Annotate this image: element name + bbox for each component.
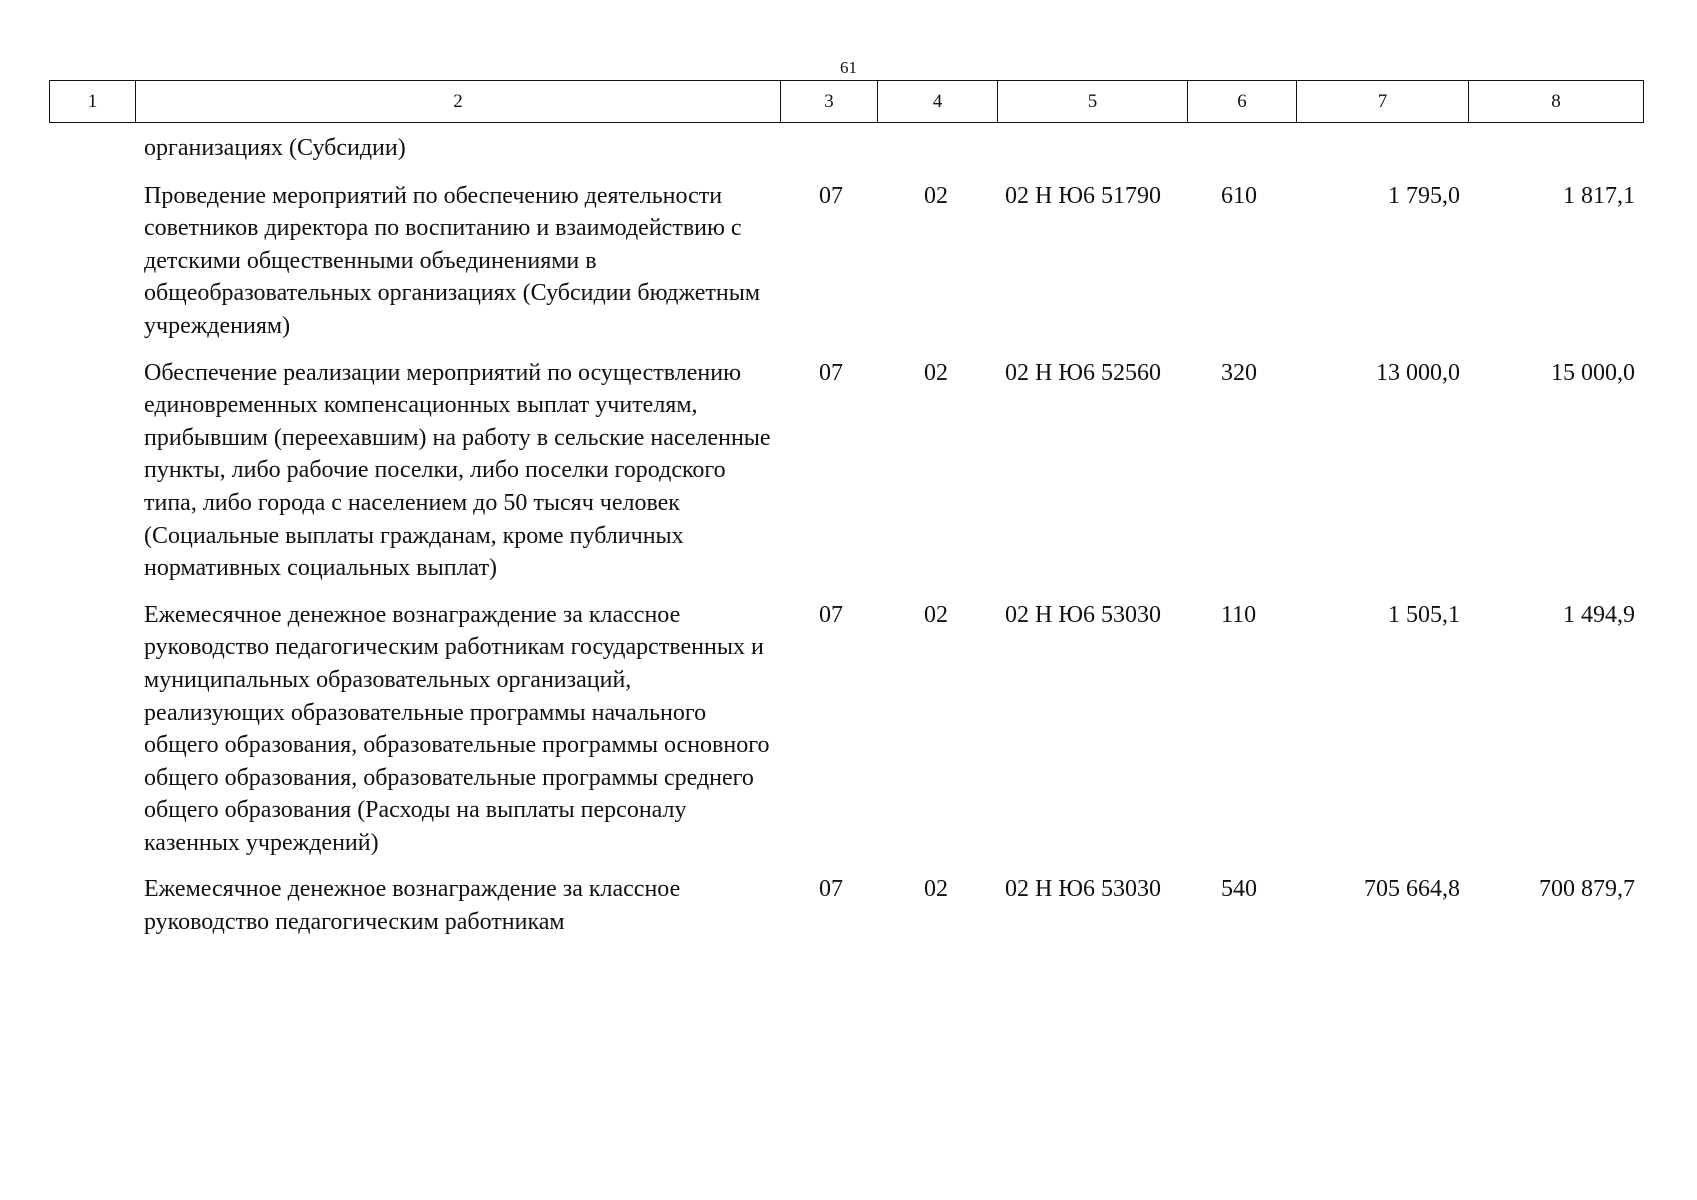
header-cell-4: 4 bbox=[878, 81, 998, 123]
row-description: Проведение мероприятий по обеспечению деятельности советников директора по воспитанию и взаимодействию с детскими общественными объединениями в общеобразовательных организациях (Субсидии бюджетным учреждениям) bbox=[144, 182, 761, 339]
header-cell-5: 5 bbox=[998, 81, 1188, 123]
table-row bbox=[49, 357, 1643, 599]
row-subsection-code bbox=[877, 132, 997, 180]
row-subsection-code: 02 bbox=[924, 182, 948, 209]
header-cell-3: 3 bbox=[781, 81, 878, 123]
row-section-code: 07 bbox=[819, 601, 843, 628]
table-row bbox=[49, 180, 1643, 357]
header-row bbox=[50, 81, 1644, 123]
row-section-code bbox=[780, 132, 877, 180]
row-amount-year-1: 705 664,8 bbox=[1364, 876, 1460, 903]
row-target-article-code: 02 Н Ю6 53030 bbox=[1005, 876, 1161, 903]
row-expense-type-code: 540 bbox=[1221, 876, 1257, 903]
row-expense-type-code: 320 bbox=[1221, 359, 1257, 386]
row-target-article-code: 02 Н Ю6 51790 bbox=[1005, 182, 1161, 209]
row-section-code: 07 bbox=[819, 876, 843, 903]
row-expense-type-code: 110 bbox=[1221, 601, 1257, 628]
table-row bbox=[49, 599, 1643, 874]
row-description: организациях (Субсидии) bbox=[144, 135, 406, 161]
row-expense-type-code bbox=[1187, 132, 1296, 180]
budget-table-body bbox=[49, 132, 1643, 953]
row-description: Ежемесячное денежное вознаграждение за классное руководство педагогическим работникам bbox=[144, 876, 681, 936]
row-expense-type-code: 610 bbox=[1221, 182, 1257, 209]
row-amount-year-1 bbox=[1296, 132, 1468, 180]
row-subsection-code: 02 bbox=[924, 359, 948, 386]
table-row bbox=[49, 132, 1643, 180]
row-section-code: 07 bbox=[819, 182, 843, 209]
row-target-article-code: 02 Н Ю6 53030 bbox=[1005, 601, 1161, 628]
row-description: Ежемесячное денежное вознаграждение за классное руководство педагогическим работникам государственных и муниципальных образовательных организаций, реализующих образовательные программы начального общего образования, образовательные программы основного общего образования, образовательные программы среднего общего образования (Расходы на выплаты персоналу казенных учреждений) bbox=[144, 601, 770, 856]
row-amount-year-1: 1 795,0 bbox=[1388, 182, 1460, 209]
header-cell-6: 6 bbox=[1188, 81, 1297, 123]
page-number: 61 bbox=[840, 58, 857, 77]
row-amount-year-2: 700 879,7 bbox=[1539, 876, 1635, 903]
row-subsection-code: 02 bbox=[924, 601, 948, 628]
row-amount-year-2: 1 494,9 bbox=[1563, 601, 1635, 628]
row-subsection-code: 02 bbox=[924, 876, 948, 903]
row-amount-year-1: 1 505,1 bbox=[1388, 601, 1460, 628]
row-section-code: 07 bbox=[819, 359, 843, 386]
row-target-article-code bbox=[997, 132, 1187, 180]
header-cell-2: 2 bbox=[136, 81, 781, 123]
header-cell-1: 1 bbox=[50, 81, 136, 123]
header-cell-7: 7 bbox=[1297, 81, 1469, 123]
row-amount-year-2: 1 817,1 bbox=[1563, 182, 1635, 209]
row-target-article-code: 02 Н Ю6 52560 bbox=[1005, 359, 1161, 386]
row-amount-year-1: 13 000,0 bbox=[1376, 359, 1460, 386]
row-description: Обеспечение реализации мероприятий по осуществлению единовременных компенсационных выплат учителям, прибывшим (переехавшим) на работу в сельские населенные пункты, либо рабочие поселки, либо поселки городского типа, либо города с населением до 50 тысяч человек (Социальные выплаты гражданам, кроме публичных нормативных социальных выплат) bbox=[144, 359, 771, 582]
row-amount-year-2: 15 000,0 bbox=[1551, 359, 1635, 386]
row-amount-year-2 bbox=[1468, 132, 1643, 180]
column-number-header bbox=[49, 80, 1644, 123]
header-cell-8: 8 bbox=[1469, 81, 1644, 123]
table-row bbox=[49, 873, 1643, 952]
